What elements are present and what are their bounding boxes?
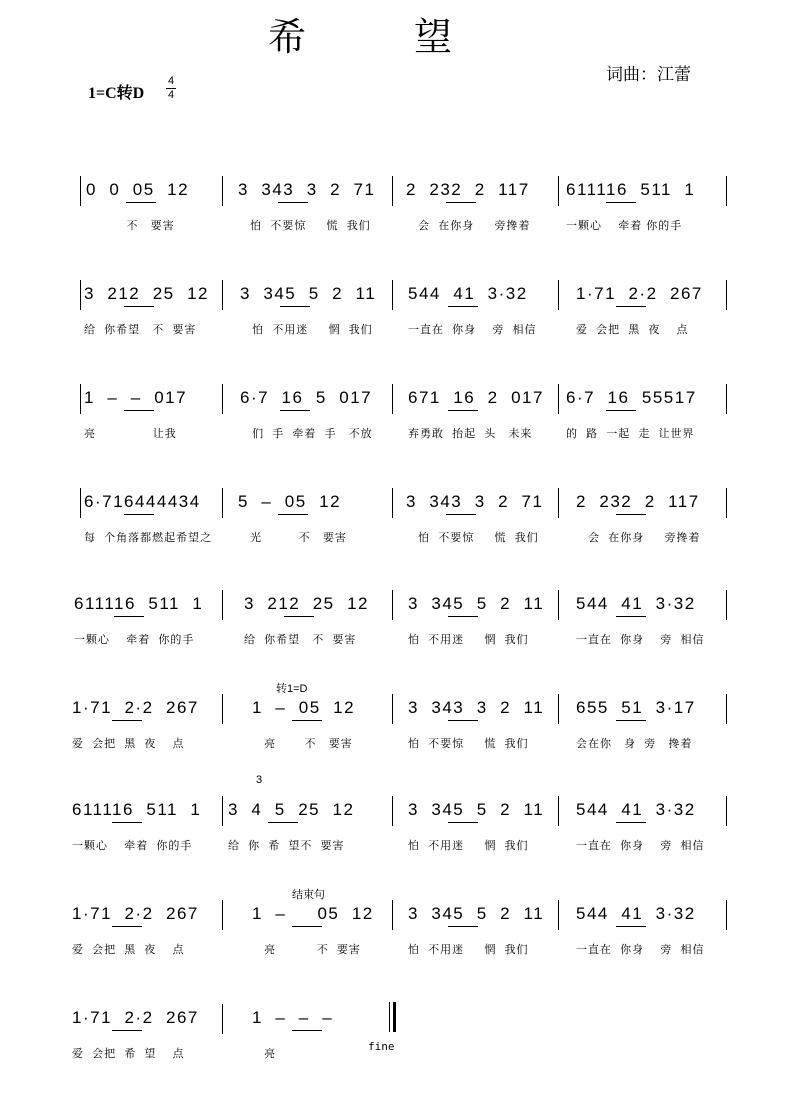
measure-notes: 3 345 5 2 11 xyxy=(408,594,545,613)
bar-line xyxy=(558,384,559,414)
bar-line xyxy=(558,900,559,930)
measure-notes: 2 232 2 117 xyxy=(576,492,700,511)
bar-line xyxy=(726,384,727,414)
bar-line xyxy=(726,176,727,206)
beam-line xyxy=(268,822,298,823)
row-annotation: 结束句 xyxy=(292,889,325,901)
measure-lyrics: 一直在 你身 旁 相信 xyxy=(576,634,705,646)
beam-line xyxy=(124,514,154,515)
measure-notes: 1·71 2·2 267 xyxy=(576,284,703,303)
row-annotation: 3 xyxy=(256,774,263,786)
measure-lyrics: 每 个角落都燃起希望之 xyxy=(84,532,213,544)
beam-line xyxy=(606,202,636,203)
staff-row xyxy=(0,488,790,578)
beam-line xyxy=(292,926,322,927)
measure-lyrics: 会 在你身 旁搀着 xyxy=(576,532,701,544)
measure-notes: 3 343 3 2 11 xyxy=(408,698,545,717)
measure-notes: 544 41 3·32 xyxy=(576,904,696,923)
measure-notes: 1 – – 017 xyxy=(84,388,188,407)
beam-line xyxy=(112,1030,142,1031)
bar-line xyxy=(80,176,81,206)
bar-line xyxy=(558,694,559,724)
bar-line xyxy=(392,796,393,826)
beam-line xyxy=(616,306,646,307)
measure-lyrics: 的 路 一起 走 让世界 xyxy=(566,428,695,440)
measure-notes: 3 343 3 2 71 xyxy=(406,492,544,511)
measure-lyrics: 弃勇敢 抬起 头 未来 xyxy=(408,428,533,440)
measure-lyrics: 爱 会把 黑 夜 点 xyxy=(576,324,689,336)
beam-line xyxy=(112,720,142,721)
bar-line xyxy=(726,488,727,518)
measure-notes: 1·71 2·2 267 xyxy=(72,1008,199,1027)
fine-marking: fine xyxy=(368,1040,395,1053)
bar-line xyxy=(222,590,223,620)
measure-lyrics: 一颗心 牵着 你的手 xyxy=(74,634,195,646)
measure-notes: 3 212 25 12 xyxy=(84,284,209,303)
staff-row xyxy=(0,590,790,680)
measure-lyrics: 亮 让我 xyxy=(84,428,177,440)
measure-lyrics: 怕 不用迷 惘 我们 xyxy=(408,944,529,956)
bar-line xyxy=(80,488,81,518)
measure-notes: 544 41 3·32 xyxy=(576,594,696,613)
measure-notes: 1 – 05 12 xyxy=(252,904,374,923)
measure-lyrics: 爱 会把 希 望 点 xyxy=(72,1048,185,1060)
measure-lyrics: 怕 不用迷 惘 我们 xyxy=(408,840,529,852)
measure-notes: 655 51 3·17 xyxy=(576,698,696,717)
measure-lyrics: 亮 xyxy=(252,1048,277,1060)
measure-lyrics: 亮 不 要害 xyxy=(252,738,353,750)
measure-lyrics: 爱 会把 黑 夜 点 xyxy=(72,944,185,956)
bar-line xyxy=(392,488,393,518)
bar-line xyxy=(726,280,727,310)
measure-lyrics: 怕 不要惊 慌 我们 xyxy=(406,532,539,544)
beam-line xyxy=(606,410,636,411)
bar-line xyxy=(222,488,223,518)
bar-line xyxy=(726,900,727,930)
bar-line xyxy=(392,694,393,724)
beam-line xyxy=(112,822,142,823)
beam-line xyxy=(616,514,646,515)
beam-line xyxy=(448,410,478,411)
beam-line xyxy=(284,616,314,617)
measure-notes: 611116 511 1 xyxy=(74,594,204,613)
measure-lyrics: 会 在你身 旁搀着 xyxy=(406,220,531,232)
measure-lyrics: 怕 不用迷 惘 我们 xyxy=(408,634,529,646)
beam-line xyxy=(112,926,142,927)
measure-notes: 2 232 2 117 xyxy=(406,180,530,199)
measure-lyrics: 给 你希望 不 要害 xyxy=(84,324,197,336)
bar-line xyxy=(222,384,223,414)
measure-notes: 544 41 3·32 xyxy=(576,800,696,819)
beam-line xyxy=(448,306,478,307)
measure-notes: 611116 511 1 xyxy=(566,180,696,199)
measure-lyrics: 给 你 希 望不 要害 xyxy=(228,840,345,852)
final-barline xyxy=(389,1002,396,1032)
composer-credit: 词曲：江蕾 xyxy=(606,65,691,84)
bar-line xyxy=(392,280,393,310)
bar-line xyxy=(558,590,559,620)
measure-notes: 3 212 25 12 xyxy=(244,594,369,613)
bar-line xyxy=(726,694,727,724)
bar-line xyxy=(222,796,223,826)
measure-notes: 611116 511 1 xyxy=(72,800,202,819)
beam-line xyxy=(448,822,478,823)
beam-line xyxy=(616,926,646,927)
bar-line xyxy=(558,280,559,310)
bar-line xyxy=(392,590,393,620)
measure-notes: 671 16 2 017 xyxy=(408,388,544,407)
beam-line xyxy=(124,410,154,411)
measure-notes: 1·71 2·2 267 xyxy=(72,904,199,923)
beam-line xyxy=(448,616,478,617)
measure-lyrics: 会在你 身 旁 搀着 xyxy=(576,738,693,750)
time-signature-bottom: 4 xyxy=(167,89,175,101)
row-annotation: 转1=D xyxy=(276,683,308,695)
song-title: 希 望 xyxy=(267,15,501,59)
measure-lyrics: 们 手 牵着 手 不放 xyxy=(240,428,373,440)
measure-lyrics: 一颗心 牵着 你的手 xyxy=(72,840,193,852)
measure-notes: 1·71 2·2 267 xyxy=(72,698,199,717)
bar-line xyxy=(222,1004,223,1034)
beam-line xyxy=(126,202,156,203)
measure-lyrics: 光 不 要害 xyxy=(238,532,347,544)
bar-line xyxy=(726,796,727,826)
measure-notes: 5 – 05 12 xyxy=(238,492,342,511)
measure-lyrics: 一直在 你身 旁 相信 xyxy=(576,944,705,956)
measure-notes: 6·7 16 5 017 xyxy=(240,388,373,407)
beam-line xyxy=(124,306,154,307)
measure-notes: 544 41 3·32 xyxy=(408,284,528,303)
bar-line xyxy=(222,694,223,724)
measure-notes: 6·7 16 55517 xyxy=(566,388,697,407)
staff-row xyxy=(0,774,790,886)
measure-lyrics: 给 你希望 不 要害 xyxy=(244,634,357,646)
bar-line xyxy=(222,176,223,206)
bar-line xyxy=(726,590,727,620)
time-signature-top: 4 xyxy=(167,75,175,87)
beam-line xyxy=(280,410,310,411)
beam-line xyxy=(278,202,308,203)
measure-notes: 3 345 5 2 11 xyxy=(408,904,545,923)
beam-line xyxy=(616,616,646,617)
beam-line xyxy=(448,926,478,927)
staff-row xyxy=(0,889,790,990)
bar-line xyxy=(558,176,559,206)
beam-line xyxy=(292,720,322,721)
staff-row xyxy=(0,683,790,784)
beam-line xyxy=(446,514,476,515)
beam-line xyxy=(278,514,308,515)
key-signature: 1=C转D xyxy=(88,85,145,102)
measure-notes: 0 0 05 12 xyxy=(86,180,190,199)
measure-lyrics: 一直在 你身 旁 相信 xyxy=(576,840,705,852)
measure-notes: 3 4 5 25 12 xyxy=(228,800,355,819)
measure-notes: 6·716444434 xyxy=(84,492,201,511)
time-signature xyxy=(166,76,176,101)
beam-line xyxy=(616,822,646,823)
bar-line xyxy=(392,900,393,930)
measure-notes: 3 345 5 2 11 xyxy=(240,284,377,303)
measure-notes: 1 – – – xyxy=(252,1008,334,1027)
measure-lyrics: 亮 不 要害 xyxy=(252,944,361,956)
measure-lyrics: 一颗心 牵着 你的手 xyxy=(566,220,683,232)
beam-line xyxy=(114,616,144,617)
measure-notes: 3 343 3 2 71 xyxy=(238,180,376,199)
beam-line xyxy=(448,720,478,721)
measure-lyrics: 怕 不要惊 慌 我们 xyxy=(408,738,529,750)
staff-row xyxy=(0,384,790,474)
bar-line xyxy=(80,280,81,310)
staff-row xyxy=(0,280,790,370)
measure-lyrics: 爱 会把 黑 夜 点 xyxy=(72,738,185,750)
measure-notes: 3 345 5 2 11 xyxy=(408,800,545,819)
measure-lyrics: 怕 不要惊 慌 我们 xyxy=(238,220,371,232)
beam-line xyxy=(446,202,476,203)
beam-line xyxy=(292,1030,322,1031)
staff-row xyxy=(0,176,790,266)
measure-lyrics: 怕 不用迷 惘 我们 xyxy=(240,324,373,336)
measure-notes: 1 – 05 12 xyxy=(252,698,356,717)
bar-line xyxy=(392,384,393,414)
beam-line xyxy=(280,306,310,307)
bar-line xyxy=(222,900,223,930)
measure-lyrics: 一直在 你身 旁 相信 xyxy=(408,324,537,336)
bar-line xyxy=(558,796,559,826)
bar-line xyxy=(222,280,223,310)
bar-line xyxy=(80,384,81,414)
beam-line xyxy=(616,720,646,721)
bar-line xyxy=(558,488,559,518)
measure-lyrics: 不 要害 xyxy=(86,220,175,232)
bar-line xyxy=(392,176,393,206)
